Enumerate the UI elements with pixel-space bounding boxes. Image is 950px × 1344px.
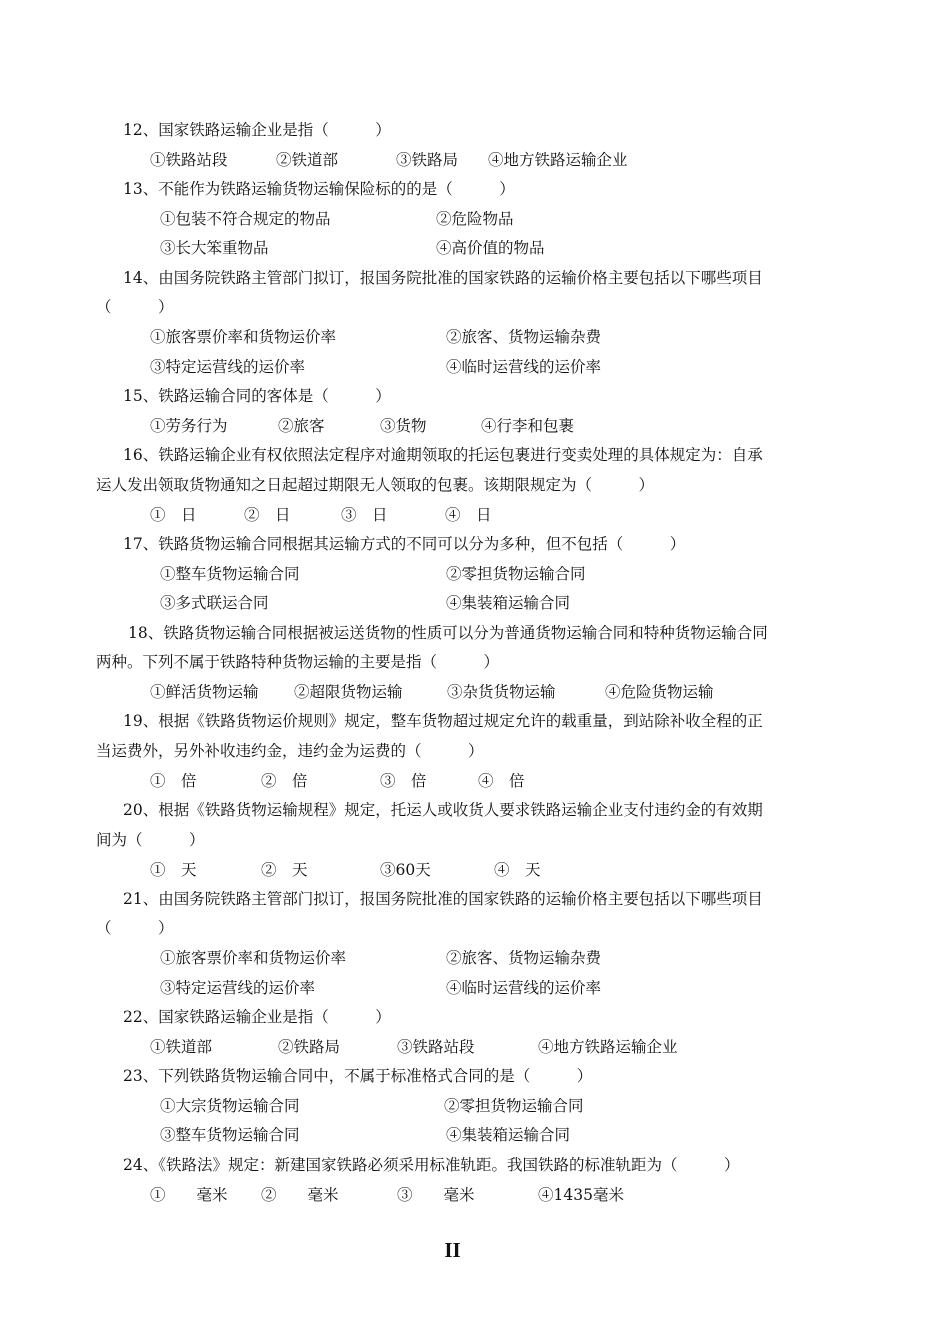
option: ④高价值的物品 <box>436 239 545 257</box>
option: ③ 日 <box>341 506 388 524</box>
option: ② 天 <box>261 861 308 879</box>
option: ②铁路局 <box>278 1038 341 1056</box>
option: ①铁道部 <box>150 1038 213 1056</box>
option: ④ 倍 <box>478 772 525 790</box>
question-22-stem: 22、国家铁路运输企业是指（ ） <box>123 1008 391 1026</box>
question-14-stem-cont: （ ） <box>96 298 174 316</box>
question-17-stem: 17、铁路货物运输合同根据其运输方式的不同可以分为多种，但不包括（ ） <box>123 535 686 553</box>
question-18-stem-cont: 两种。下列不属于铁路特种货物运输的主要是指（ ） <box>96 653 500 671</box>
option: ②旅客、货物运输杂费 <box>446 328 602 346</box>
option: ②零担货物运输合同 <box>446 565 586 583</box>
option: ①劳务行为 <box>150 417 228 435</box>
option: ④ 日 <box>445 506 492 524</box>
option: ④临时运营线的运价率 <box>446 358 602 376</box>
option: ①旅客票价率和货物运价率 <box>150 328 337 346</box>
option: ③特定运营线的运价率 <box>160 979 316 997</box>
question-20-stem: 20、根据《铁路货物运输规程》规定，托运人或收货人要求铁路运输企业支付违约金的有效期 <box>123 801 763 819</box>
option: ①大宗货物运输合同 <box>160 1097 300 1115</box>
option: ①包装不符合规定的物品 <box>160 210 331 228</box>
option: ④行李和包裹 <box>481 417 575 435</box>
option: ②危险物品 <box>436 210 514 228</box>
option: ④ 天 <box>494 861 541 879</box>
question-18-stem: 18、铁路货物运输合同根据被运送货物的性质可以分为普通货物运输合同和特种货物运输合同 <box>128 624 768 642</box>
option: ③60天 <box>380 861 431 879</box>
option: ② 倍 <box>261 772 308 790</box>
question-16-stem-cont: 运人发出领取货物通知之日起超过期限无人领取的包裹。该期限规定为（ ） <box>96 476 655 494</box>
option: ① 天 <box>150 861 197 879</box>
question-16-stem: 16、铁路运输企业有权依照法定程序对逾期领取的托运包裹进行变卖处理的具体规定为：自承 <box>123 446 763 464</box>
option: ①铁路站段 <box>150 151 228 169</box>
option: ③整车货物运输合同 <box>160 1126 300 1144</box>
option: ④集装箱运输合同 <box>446 594 571 612</box>
option: ②旅客 <box>278 417 325 435</box>
option: ③铁路站段 <box>397 1038 475 1056</box>
option: ④1435毫米 <box>538 1186 624 1204</box>
question-15-stem: 15、铁路运输合同的客体是（ ） <box>123 387 391 405</box>
question-19-stem-cont: 当运费外，另外补收违约金，违约金为运费的（ ） <box>96 742 484 760</box>
option: ① 倍 <box>150 772 197 790</box>
option: ④危险货物运输 <box>605 683 714 701</box>
option: ③长大笨重物品 <box>160 239 269 257</box>
question-12-stem: 12、国家铁路运输企业是指（ ） <box>123 121 391 139</box>
question-14-stem: 14、由国务院铁路主管部门拟订，报国务院批准的国家铁路的运输价格主要包括以下哪些项目 <box>123 269 763 287</box>
option: ②铁道部 <box>276 151 339 169</box>
option: ②超限货物运输 <box>294 683 403 701</box>
option: ① 日 <box>150 506 197 524</box>
question-13-stem: 13、不能作为铁路运输货物运输保险标的的是（ ） <box>123 180 515 198</box>
option: ①旅客票价率和货物运价率 <box>160 949 347 967</box>
option: ③多式联运合同 <box>160 594 269 612</box>
option: ② 日 <box>244 506 291 524</box>
option: ④临时运营线的运价率 <box>446 979 602 997</box>
option: ④集装箱运输合同 <box>446 1126 571 1144</box>
option: ① 毫米 <box>150 1186 228 1204</box>
question-21-stem-cont: （ ） <box>96 919 174 937</box>
option: ①整车货物运输合同 <box>160 565 300 583</box>
option: ③铁路局 <box>396 151 459 169</box>
option: ③货物 <box>380 417 427 435</box>
option: ①鲜活货物运输 <box>150 683 259 701</box>
option: ②旅客、货物运输杂费 <box>446 949 602 967</box>
question-21-stem: 21、由国务院铁路主管部门拟订，报国务院批准的国家铁路的运输价格主要包括以下哪些项目 <box>123 890 763 908</box>
question-20-stem-cont: 间为（ ） <box>96 831 205 849</box>
option: ③特定运营线的运价率 <box>150 358 306 376</box>
option: ② 毫米 <box>261 1186 339 1204</box>
question-23-stem: 23、下列铁路货物运输合同中，不属于标准格式合同的是（ ） <box>123 1067 593 1085</box>
option: ④地方铁路运输企业 <box>538 1038 678 1056</box>
page-number: II <box>444 1238 461 1262</box>
question-19-stem: 19、根据《铁路货物运价规则》规定，整车货物超过规定允许的载重量，到站除补收全程的正 <box>123 712 763 730</box>
option: ③杂货货物运输 <box>447 683 556 701</box>
option: ③ 毫米 <box>397 1186 475 1204</box>
question-24-stem: 24、《铁路法》规定：新建国家铁路必须采用标准轨距。我国铁路的标准轨距为（ ） <box>123 1156 740 1174</box>
option: ③ 倍 <box>380 772 427 790</box>
option: ④地方铁路运输企业 <box>488 151 628 169</box>
option: ②零担货物运输合同 <box>444 1097 584 1115</box>
